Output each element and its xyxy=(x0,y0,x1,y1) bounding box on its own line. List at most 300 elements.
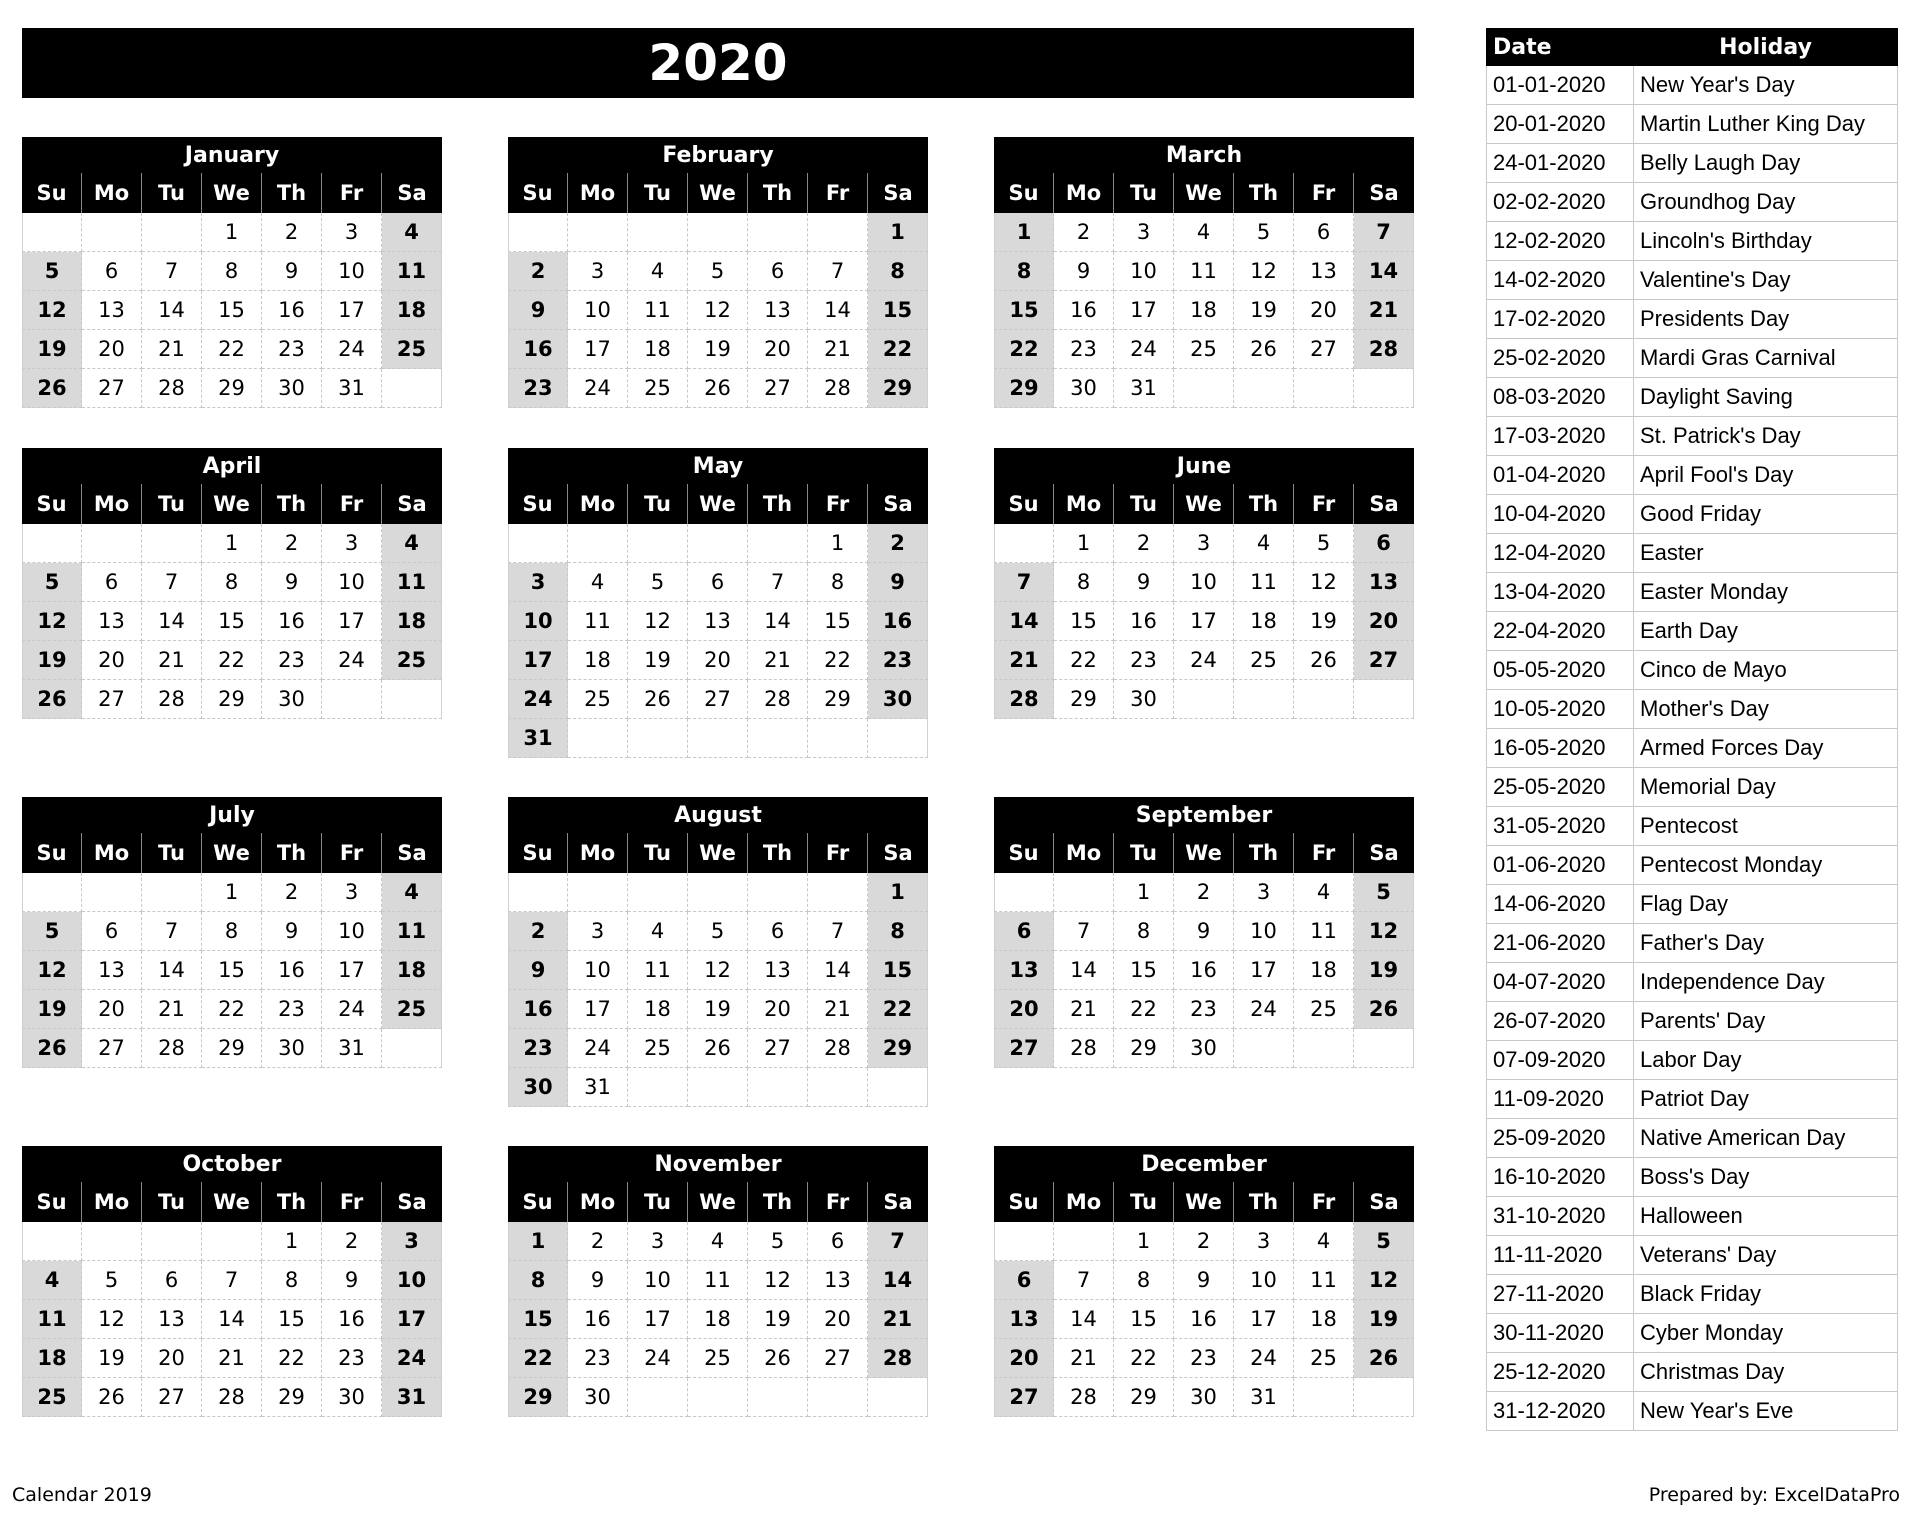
holiday-name: Parents' Day xyxy=(1634,1002,1898,1041)
day-cell: 29 xyxy=(1114,1378,1174,1417)
holiday-date: 25-02-2020 xyxy=(1487,339,1634,378)
week-row xyxy=(22,291,442,330)
day-cell: 26 xyxy=(628,680,688,719)
day-cell: 29 xyxy=(202,680,262,719)
day-cell: 9 xyxy=(1054,252,1114,291)
holiday-name: Cyber Monday xyxy=(1634,1314,1898,1353)
day-cell: 27 xyxy=(748,369,808,408)
month-april xyxy=(22,448,442,719)
day-cell: 30 xyxy=(1114,680,1174,719)
day-cell: 3 xyxy=(322,873,382,912)
day-cell: 13 xyxy=(688,602,748,641)
day-cell: 14 xyxy=(1054,1300,1114,1339)
week-row xyxy=(994,369,1414,408)
holiday-date: 25-12-2020 xyxy=(1487,1353,1634,1392)
day-cell: 18 xyxy=(688,1300,748,1339)
empty-day-cell xyxy=(82,524,142,563)
day-cell: 7 xyxy=(994,563,1054,602)
holiday-row xyxy=(1487,300,1898,339)
day-cell: 13 xyxy=(82,951,142,990)
holiday-date: 12-02-2020 xyxy=(1487,222,1634,261)
weekday-label: Mo xyxy=(568,484,628,524)
empty-day-cell xyxy=(382,680,442,719)
day-cell: 2 xyxy=(1174,1222,1234,1261)
week-row xyxy=(994,951,1414,990)
day-cell: 2 xyxy=(262,524,322,563)
week-row xyxy=(22,330,442,369)
day-cell: 19 xyxy=(22,641,82,680)
week-row xyxy=(508,1029,928,1068)
day-cell: 25 xyxy=(1234,641,1294,680)
empty-day-cell xyxy=(688,1378,748,1417)
day-cell: 7 xyxy=(1054,1261,1114,1300)
day-cell: 30 xyxy=(322,1378,382,1417)
weekday-label: Fr xyxy=(1294,484,1354,524)
empty-day-cell xyxy=(82,1222,142,1261)
holiday-date: 07-09-2020 xyxy=(1487,1041,1634,1080)
weekday-label: Sa xyxy=(382,173,442,213)
day-cell: 27 xyxy=(994,1029,1054,1068)
weekday-label: Tu xyxy=(1114,833,1174,873)
holiday-name: New Year's Eve xyxy=(1634,1392,1898,1431)
weekday-label: Tu xyxy=(142,484,202,524)
weekday-label: Su xyxy=(22,173,82,213)
day-cell: 8 xyxy=(202,563,262,602)
day-cell: 15 xyxy=(994,291,1054,330)
weekday-header-row xyxy=(22,173,442,213)
day-cell: 26 xyxy=(1234,330,1294,369)
week-row xyxy=(508,873,928,912)
day-cell: 6 xyxy=(748,912,808,951)
day-cell: 21 xyxy=(1354,291,1414,330)
week-row xyxy=(22,369,442,408)
day-cell: 17 xyxy=(628,1300,688,1339)
day-cell: 6 xyxy=(82,252,142,291)
day-cell: 22 xyxy=(994,330,1054,369)
holiday-name: Earth Day xyxy=(1634,612,1898,651)
empty-day-cell xyxy=(808,1068,868,1107)
weekday-label: Fr xyxy=(322,173,382,213)
weekday-label: Tu xyxy=(142,173,202,213)
day-cell: 23 xyxy=(568,1339,628,1378)
month-october xyxy=(22,1146,442,1417)
holiday-date: 10-05-2020 xyxy=(1487,690,1634,729)
empty-day-cell xyxy=(868,1068,928,1107)
day-cell: 15 xyxy=(1054,602,1114,641)
weekday-header-row xyxy=(508,484,928,524)
week-row xyxy=(22,524,442,563)
day-cell: 26 xyxy=(688,369,748,408)
holiday-row xyxy=(1487,183,1898,222)
day-cell: 1 xyxy=(508,1222,568,1261)
holiday-date: 17-02-2020 xyxy=(1487,300,1634,339)
day-cell: 25 xyxy=(1174,330,1234,369)
day-cell: 14 xyxy=(142,291,202,330)
day-cell: 6 xyxy=(994,1261,1054,1300)
day-cell: 5 xyxy=(688,252,748,291)
weekday-label: Th xyxy=(1234,1182,1294,1222)
day-cell: 6 xyxy=(142,1261,202,1300)
holiday-row xyxy=(1487,456,1898,495)
day-cell: 30 xyxy=(1054,369,1114,408)
holiday-date: 30-11-2020 xyxy=(1487,1314,1634,1353)
day-cell: 20 xyxy=(142,1339,202,1378)
weekday-label: Sa xyxy=(868,1182,928,1222)
day-cell: 10 xyxy=(1114,252,1174,291)
holiday-row xyxy=(1487,1236,1898,1275)
empty-day-cell xyxy=(808,719,868,758)
holiday-name: Pentecost Monday xyxy=(1634,846,1898,885)
weekday-label: We xyxy=(202,1182,262,1222)
day-cell: 12 xyxy=(1354,1261,1414,1300)
holiday-row xyxy=(1487,807,1898,846)
day-cell: 1 xyxy=(1054,524,1114,563)
day-cell: 15 xyxy=(202,291,262,330)
day-cell: 4 xyxy=(1174,213,1234,252)
holiday-name: Easter xyxy=(1634,534,1898,573)
day-cell: 29 xyxy=(262,1378,322,1417)
day-cell: 12 xyxy=(748,1261,808,1300)
day-cell: 19 xyxy=(22,990,82,1029)
day-cell: 4 xyxy=(628,912,688,951)
day-cell: 16 xyxy=(262,951,322,990)
day-cell: 24 xyxy=(322,641,382,680)
empty-day-cell xyxy=(508,873,568,912)
day-cell: 5 xyxy=(1354,873,1414,912)
day-cell: 1 xyxy=(1114,873,1174,912)
holiday-name: Patriot Day xyxy=(1634,1080,1898,1119)
holiday-name: New Year's Day xyxy=(1634,66,1898,105)
day-cell: 13 xyxy=(82,291,142,330)
day-cell: 4 xyxy=(382,213,442,252)
weekday-label: Mo xyxy=(1054,1182,1114,1222)
day-cell: 27 xyxy=(1294,330,1354,369)
day-cell: 1 xyxy=(868,873,928,912)
weekday-header-row xyxy=(22,1182,442,1222)
holiday-date: 08-03-2020 xyxy=(1487,378,1634,417)
day-cell: 21 xyxy=(808,330,868,369)
holiday-row xyxy=(1487,495,1898,534)
weekday-header-row xyxy=(994,833,1414,873)
empty-day-cell xyxy=(994,873,1054,912)
day-cell: 3 xyxy=(1114,213,1174,252)
day-cell: 20 xyxy=(994,1339,1054,1378)
holiday-name: Valentine's Day xyxy=(1634,261,1898,300)
day-cell: 29 xyxy=(868,369,928,408)
day-cell: 6 xyxy=(1294,213,1354,252)
month-title: March xyxy=(994,137,1414,173)
weekday-label: Sa xyxy=(1354,173,1414,213)
empty-day-cell xyxy=(808,1378,868,1417)
holiday-date: 16-10-2020 xyxy=(1487,1158,1634,1197)
holiday-date: 31-10-2020 xyxy=(1487,1197,1634,1236)
holiday-name: Father's Day xyxy=(1634,924,1898,963)
day-cell: 5 xyxy=(1294,524,1354,563)
day-cell: 12 xyxy=(1354,912,1414,951)
day-cell: 10 xyxy=(568,291,628,330)
day-cell: 25 xyxy=(382,330,442,369)
day-cell: 17 xyxy=(568,990,628,1029)
day-cell: 7 xyxy=(808,252,868,291)
empty-day-cell xyxy=(82,873,142,912)
holiday-name: Cinco de Mayo xyxy=(1634,651,1898,690)
day-cell: 28 xyxy=(868,1339,928,1378)
day-cell: 8 xyxy=(1114,1261,1174,1300)
day-cell: 28 xyxy=(1054,1029,1114,1068)
day-cell: 18 xyxy=(382,602,442,641)
empty-day-cell xyxy=(688,1068,748,1107)
day-cell: 22 xyxy=(202,641,262,680)
day-cell: 8 xyxy=(1054,563,1114,602)
weekday-label: Su xyxy=(994,484,1054,524)
day-cell: 24 xyxy=(508,680,568,719)
empty-day-cell xyxy=(994,524,1054,563)
day-cell: 1 xyxy=(202,213,262,252)
day-cell: 16 xyxy=(1054,291,1114,330)
week-row xyxy=(994,602,1414,641)
holiday-name: Christmas Day xyxy=(1634,1353,1898,1392)
day-cell: 17 xyxy=(1234,951,1294,990)
weekday-label: Sa xyxy=(1354,1182,1414,1222)
weekday-label: Tu xyxy=(628,173,688,213)
day-cell: 6 xyxy=(82,563,142,602)
day-cell: 10 xyxy=(1174,563,1234,602)
day-cell: 4 xyxy=(628,252,688,291)
day-cell: 30 xyxy=(262,1029,322,1068)
week-row xyxy=(994,252,1414,291)
day-cell: 25 xyxy=(22,1378,82,1417)
day-cell: 29 xyxy=(1054,680,1114,719)
week-row xyxy=(22,602,442,641)
day-cell: 14 xyxy=(808,951,868,990)
empty-day-cell xyxy=(748,524,808,563)
empty-day-cell xyxy=(1294,1378,1354,1417)
holiday-name: Daylight Saving xyxy=(1634,378,1898,417)
day-cell: 3 xyxy=(322,213,382,252)
empty-day-cell xyxy=(868,719,928,758)
holiday-row xyxy=(1487,1041,1898,1080)
weekday-label: Sa xyxy=(868,484,928,524)
week-row xyxy=(508,369,928,408)
day-cell: 24 xyxy=(1234,990,1294,1029)
week-row xyxy=(22,252,442,291)
week-row xyxy=(508,951,928,990)
holiday-row xyxy=(1487,222,1898,261)
day-cell: 21 xyxy=(202,1339,262,1378)
weekday-label: Th xyxy=(262,484,322,524)
day-cell: 23 xyxy=(262,641,322,680)
empty-day-cell xyxy=(142,213,202,252)
weekday-label: Mo xyxy=(1054,833,1114,873)
day-cell: 28 xyxy=(808,369,868,408)
month-january xyxy=(22,137,442,408)
day-cell: 7 xyxy=(142,912,202,951)
weekday-label: We xyxy=(1174,484,1234,524)
day-cell: 17 xyxy=(1174,602,1234,641)
week-row xyxy=(22,1378,442,1417)
day-cell: 15 xyxy=(808,602,868,641)
day-cell: 10 xyxy=(568,951,628,990)
day-cell: 2 xyxy=(322,1222,382,1261)
week-row xyxy=(508,641,928,680)
week-row xyxy=(22,680,442,719)
week-row xyxy=(508,524,928,563)
day-cell: 2 xyxy=(568,1222,628,1261)
week-row xyxy=(994,1300,1414,1339)
day-cell: 20 xyxy=(808,1300,868,1339)
day-cell: 4 xyxy=(1294,1222,1354,1261)
holiday-date: 31-05-2020 xyxy=(1487,807,1634,846)
holiday-date: 05-05-2020 xyxy=(1487,651,1634,690)
week-row xyxy=(994,1029,1414,1068)
day-cell: 5 xyxy=(22,252,82,291)
day-cell: 4 xyxy=(568,563,628,602)
week-row xyxy=(994,291,1414,330)
weekday-label: Mo xyxy=(82,833,142,873)
day-cell: 23 xyxy=(322,1339,382,1378)
holiday-name: Halloween xyxy=(1634,1197,1898,1236)
day-cell: 25 xyxy=(628,369,688,408)
day-cell: 23 xyxy=(868,641,928,680)
day-cell: 8 xyxy=(994,252,1054,291)
day-cell: 20 xyxy=(82,990,142,1029)
holiday-row xyxy=(1487,378,1898,417)
day-cell: 24 xyxy=(322,330,382,369)
month-february xyxy=(508,137,928,408)
weekday-label: Mo xyxy=(82,1182,142,1222)
weekday-label: Mo xyxy=(568,833,628,873)
week-row xyxy=(508,1068,928,1107)
empty-day-cell xyxy=(628,213,688,252)
week-row xyxy=(22,641,442,680)
day-cell: 21 xyxy=(808,990,868,1029)
month-july xyxy=(22,797,442,1068)
day-cell: 26 xyxy=(1294,641,1354,680)
holiday-row xyxy=(1487,729,1898,768)
day-cell: 20 xyxy=(82,641,142,680)
day-cell: 14 xyxy=(202,1300,262,1339)
weekday-label: Fr xyxy=(322,833,382,873)
week-row xyxy=(994,1261,1414,1300)
weekday-label: Su xyxy=(508,833,568,873)
holiday-date: 12-04-2020 xyxy=(1487,534,1634,573)
week-row xyxy=(22,990,442,1029)
day-cell: 9 xyxy=(262,252,322,291)
empty-day-cell xyxy=(382,369,442,408)
holiday-name: Mardi Gras Carnival xyxy=(1634,339,1898,378)
holiday-row xyxy=(1487,768,1898,807)
weekday-label: We xyxy=(688,484,748,524)
day-cell: 9 xyxy=(868,563,928,602)
week-row xyxy=(22,912,442,951)
day-cell: 27 xyxy=(748,1029,808,1068)
day-cell: 8 xyxy=(508,1261,568,1300)
day-cell: 11 xyxy=(1234,563,1294,602)
holiday-row xyxy=(1487,261,1898,300)
day-cell: 15 xyxy=(262,1300,322,1339)
empty-day-cell xyxy=(1354,680,1414,719)
day-cell: 27 xyxy=(142,1378,202,1417)
day-cell: 28 xyxy=(808,1029,868,1068)
day-cell: 22 xyxy=(1114,990,1174,1029)
day-cell: 27 xyxy=(1354,641,1414,680)
month-title: April xyxy=(22,448,442,484)
day-cell: 25 xyxy=(1294,990,1354,1029)
day-cell: 17 xyxy=(322,291,382,330)
holiday-name: April Fool's Day xyxy=(1634,456,1898,495)
day-cell: 23 xyxy=(508,369,568,408)
weekday-label: Th xyxy=(262,173,322,213)
day-cell: 5 xyxy=(22,912,82,951)
empty-day-cell xyxy=(568,873,628,912)
day-cell: 21 xyxy=(748,641,808,680)
empty-day-cell xyxy=(22,524,82,563)
week-row xyxy=(508,990,928,1029)
day-cell: 11 xyxy=(568,602,628,641)
day-cell: 3 xyxy=(1174,524,1234,563)
holiday-row xyxy=(1487,924,1898,963)
month-title: July xyxy=(22,797,442,833)
empty-day-cell xyxy=(748,719,808,758)
day-cell: 12 xyxy=(1294,563,1354,602)
empty-day-cell xyxy=(508,524,568,563)
day-cell: 16 xyxy=(262,291,322,330)
holiday-date: 13-04-2020 xyxy=(1487,573,1634,612)
day-cell: 17 xyxy=(1114,291,1174,330)
week-row xyxy=(508,1378,928,1417)
month-march xyxy=(994,137,1414,408)
day-cell: 5 xyxy=(748,1222,808,1261)
day-cell: 26 xyxy=(22,1029,82,1068)
empty-day-cell xyxy=(22,213,82,252)
week-row xyxy=(508,680,928,719)
day-cell: 22 xyxy=(508,1339,568,1378)
holiday-date: 21-06-2020 xyxy=(1487,924,1634,963)
day-cell: 3 xyxy=(1234,1222,1294,1261)
holiday-date: 27-11-2020 xyxy=(1487,1275,1634,1314)
weekday-header-row xyxy=(22,833,442,873)
month-title: May xyxy=(508,448,928,484)
empty-day-cell xyxy=(748,1068,808,1107)
day-cell: 31 xyxy=(1234,1378,1294,1417)
holiday-row xyxy=(1487,885,1898,924)
empty-day-cell xyxy=(748,1378,808,1417)
day-cell: 3 xyxy=(382,1222,442,1261)
day-cell: 7 xyxy=(1054,912,1114,951)
empty-day-cell xyxy=(568,524,628,563)
day-cell: 16 xyxy=(868,602,928,641)
day-cell: 1 xyxy=(868,213,928,252)
empty-day-cell xyxy=(808,213,868,252)
weekday-label: Tu xyxy=(1114,173,1174,213)
day-cell: 13 xyxy=(808,1261,868,1300)
day-cell: 13 xyxy=(1294,252,1354,291)
day-cell: 26 xyxy=(1354,990,1414,1029)
day-cell: 6 xyxy=(688,563,748,602)
day-cell: 21 xyxy=(1054,990,1114,1029)
weekday-label: We xyxy=(688,173,748,213)
day-cell: 1 xyxy=(1114,1222,1174,1261)
weekday-label: Su xyxy=(994,833,1054,873)
day-cell: 12 xyxy=(688,291,748,330)
day-cell: 5 xyxy=(82,1261,142,1300)
day-cell: 24 xyxy=(628,1339,688,1378)
weekday-header-row xyxy=(508,1182,928,1222)
weekday-label: Th xyxy=(748,173,808,213)
empty-day-cell xyxy=(628,873,688,912)
holiday-table-header xyxy=(1487,29,1898,66)
holiday-date: 16-05-2020 xyxy=(1487,729,1634,768)
